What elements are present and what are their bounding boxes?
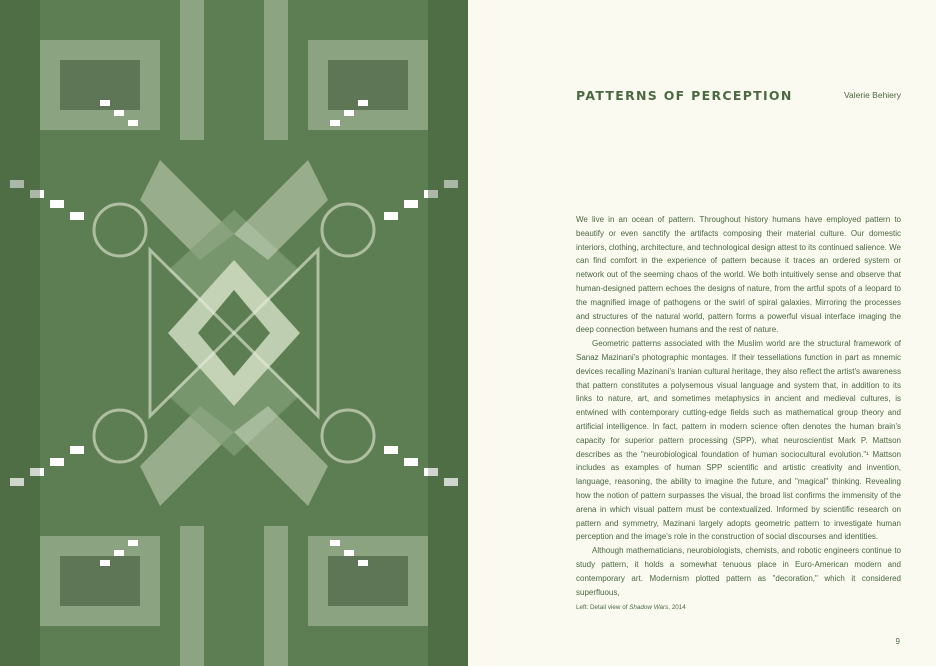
author-name: Valerie Behiery [843,90,901,100]
caption-work-title: Shadow Wars [629,604,669,611]
body-text [576,213,901,599]
paragraph: We live in an ocean of pattern. Throughout history humans have employed pattern to beautify or even sanctify the artifacts composing their material culture. Our domestic interiors, clothing, architecture, and technological design attest to its continued salience. We can find comfort in the experience of pattern because it traces an ordered system or network out of the seeming chaos of the world. We both intuitively sense and observe that human-designed pattern echoes the designs of nature, from the artful spots of a leopard to the magnified image of pathogens or the swirl of spiral galaxies. Mirroring the processes and structures of the natural world, pattern forms a powerful visual interface imaging the deep connection between humans and the rest of nature. [576,215,901,335]
page-number: 9 [895,637,900,646]
text-page [468,0,936,666]
caption-suffix: , 2014 [668,604,686,611]
paragraph: Geometric patterns associated with the Muslim world are the structural framework of Sanaz Mazinani's photographic montages. If their tessellations function in part as mnemic devices recalling Mazinani's Iranian cultural heritage, they also reflect the artist's awareness that pattern constitutes a polysemous visual language and system that, in addition to its links to nature, art, and sometimes metaphysics in ancient and medieval cultures, is entwined with contemporary cutting-edge fields such as mathematical group theory and artificial intelligence. In fact, pattern in modern science often denotes the human brain's capacity for superior pattern processing (SPP), what neuroscientist Mark P. Mattson describes as the "neurobiological foundation of human sociocultural evolution."¹ Mattson includes as examples of human SPP scientific and artistic creativity and invention, language, reasoning, the ability to imagine the future, and "magical" thinking. Revealing how the notion of pattern surpasses the visual, the broad list confirms the immensity of the arena in which visual pattern must be contextualized. Informed by scientific research on pattern and symmetry, Mazinani largely adopts geometric pattern to investigate human perception and the image's role in the construction of social discourses and identities. [576,339,901,542]
page-title: PATTERNS OF PERCEPTION [576,88,793,103]
paragraph: Although mathematicians, neurobiologists, chemists, and robotic engineers continue to study pattern, it holds a somewhat tenuous place in Euro-American modern and contemporary art. Modernism plotted pattern as "decoration," which it considered superfluous, [576,546,901,597]
figure-caption [576,604,686,611]
caption-prefix: Left: Detail view of [576,604,630,611]
